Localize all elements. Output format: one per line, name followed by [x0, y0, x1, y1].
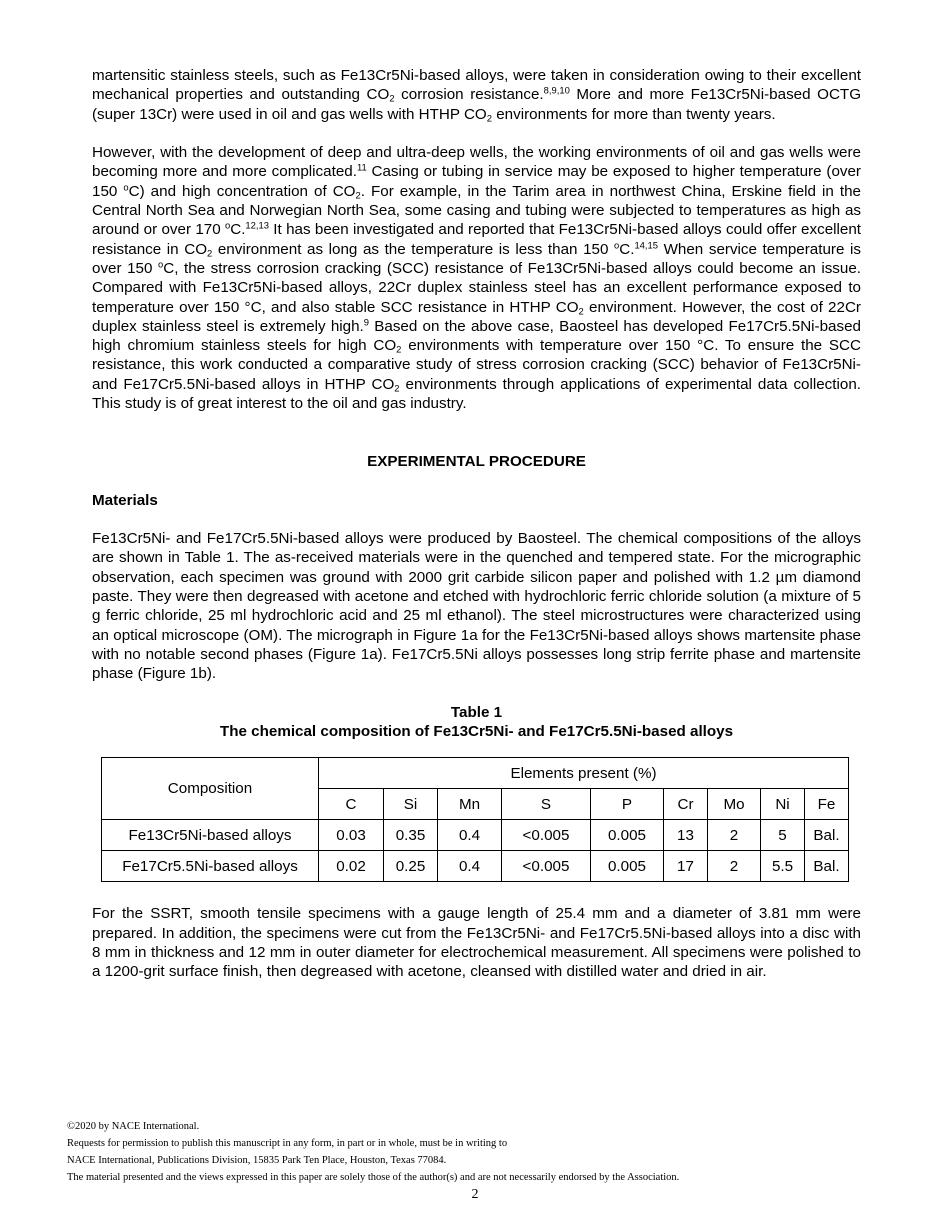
- footer-copyright: ©2020 by NACE International.: [67, 1121, 200, 1132]
- row-label: Fe13Cr5Ni-based alloys: [102, 820, 319, 851]
- intro-paragraph-1: martensitic stainless steels, such as Fe13Cr5Ni-based alloys, were taken in consideration owing to their excellent mechanical properties and outstanding $CO_2$ corrosion resistance.$^{8,9,10}$ More and more Fe13Cr5Ni-based OCTG (super 13Cr) were used in oil and gas wells with HTHP $CO_2$ environments for more than twenty years.: [92, 67, 862, 123]
- table-row: [102, 820, 849, 851]
- column-header: Mn: [438, 789, 502, 820]
- table-cell: 17: [664, 851, 708, 882]
- section-heading: EXPERIMENTAL PROCEDURE: [367, 452, 586, 470]
- table-cell: 2: [708, 851, 761, 882]
- table-cell: 2: [708, 820, 761, 851]
- column-header: Fe: [805, 789, 849, 820]
- subsection-heading-materials: Materials: [92, 491, 158, 509]
- footer-disclaimer: The material presented and the views expressed in this paper are solely those of the author(s) and are not necessarily endorsed by the Association.: [67, 1172, 680, 1183]
- table-cell: 0.4: [438, 820, 502, 851]
- table-cell: 0.03: [319, 820, 384, 851]
- row-label: Fe17Cr5.5Ni-based alloys: [102, 851, 319, 882]
- footer-address: NACE International, Publications Division, 15835 Park Ten Place, Houston, Texas 77084.: [67, 1155, 447, 1166]
- table-title: The chemical composition of Fe13Cr5Ni- and Fe17Cr5.5Ni-based alloys: [219, 723, 734, 741]
- page-body: [92, 66, 861, 982]
- table-cell: 0.25: [384, 851, 438, 882]
- table-cell: 0.4: [438, 851, 502, 882]
- table-header-row: [102, 758, 849, 789]
- table-cell: 0.02: [319, 851, 384, 882]
- column-header: C: [319, 789, 384, 820]
- table-row: [102, 851, 849, 882]
- table-cell: 0.005: [591, 851, 664, 882]
- table-cell: 5: [761, 820, 805, 851]
- footer: [67, 1118, 887, 1186]
- composition-table: [101, 757, 849, 882]
- table-cell: Bal.: [805, 851, 849, 882]
- composition-header: Composition: [102, 758, 319, 820]
- materials-paragraph-1: Fe13Cr5Ni- and Fe17Cr5.5Ni-based alloys were produced by Baosteel. The chemical compositions of the alloys are shown in Table 1. The as-received materials were in the quenched and tempered state. For the micrographic observation, each specimen was ground with 2000 grit carbide silicon paper and polished with 1.2 µm diamond paste. They were then degreased with acetone and etched with hydrochloric ferric chloride solution (a mixture of 5 g ferric chloride, 25 ml hydrochloric acid and 25 ml ethanol). The steel microstructures were characterized using an optical microscope (OM). The micrograph in Figure 1a for the Fe13Cr5Ni-based alloys shows martensite phase with no notable second phases (Figure 1a). Fe17Cr5.5Ni alloys possesses long strip ferrite phase and martensite phase (Figure 1b).: [92, 530, 861, 683]
- elements-group-header: Elements present (%): [319, 758, 849, 789]
- column-header: S: [502, 789, 591, 820]
- column-header: Ni: [761, 789, 805, 820]
- column-header: P: [591, 789, 664, 820]
- table-cell: <0.005: [502, 820, 591, 851]
- intro-paragraph-2: However, with the development of deep and ultra-deep wells, the working environments of oil and gas wells were becoming more and more complicated.$^{11}$ Casing or tubing in service may be exposed to higher temperature (over 150 $^o$C) and high concentration of $CO_2$. For example, in the Tarim area in northwest China, Erskine field in the Central North Sea and Norwegian North Sea, some casing and tubing were subjected to temperatures as high as around or over 170 $^o$C.$^{12,13}$ It has been investigated and reported that Fe13Cr5Ni-based alloys could offer excellent resistance in $CO_2$ environment as long as the temperature is less than 150 $^o$C.$^{14,15}$ When service temperature is over 150 $^o$C, the stress corrosion cracking (SCC) resistance of Fe13Cr5Ni-based alloys could become an issue. Compared with Fe13Cr5Ni-based alloys, 22Cr duplex stainless steel has an excellent performance exposed to temperature over 150 °C, and also stable SCC resistance in HTHP $CO_2$ environment. However, the cost of 22Cr duplex stainless steel is extremely high.$^9$ Based on the above case, Baosteel has developed Fe17Cr5.5Ni-based high chromium stainless steels for high $CO_2$ environments with temperature over 150 °C. To ensure the SCC resistance, this work conducted a comparative study of stress corrosion cracking (SCC) behavior of Fe13Cr5Ni- and Fe17Cr5.5Ni-based alloys in HTHP $CO_2$ environments through applications of experimental data collection. This study is of great interest to the oil and gas industry.: [92, 144, 861, 413]
- footer-permission: Requests for permission to publish this manuscript in any form, in part or in whole, must be in writing to: [67, 1138, 508, 1149]
- table-cell: Bal.: [805, 820, 849, 851]
- table-cell: <0.005: [502, 851, 591, 882]
- materials-paragraph-2: For the SSRT, smooth tensile specimens with a gauge length of 25.4 mm and a diameter of 3.81 mm were prepared. In addition, the specimens were cut from the Fe13Cr5Ni- and Fe17Cr5.5Ni-based alloys into a disc with 8 mm in thickness and 12 mm in outer diameter for electrochemical measurement. All specimens were polished to a 1200-grit surface finish, then degreased with acetone, cleansed with distilled water and dried in air.: [92, 905, 861, 981]
- page-number: 2: [471, 1187, 479, 1202]
- column-header: Si: [384, 789, 438, 820]
- table-cell: 13: [664, 820, 708, 851]
- table-cell: 0.35: [384, 820, 438, 851]
- table-cell: 0.005: [591, 820, 664, 851]
- column-header: Mo: [708, 789, 761, 820]
- table-label: Table 1: [450, 703, 503, 721]
- column-header: Cr: [664, 789, 708, 820]
- table-cell: 5.5: [761, 851, 805, 882]
